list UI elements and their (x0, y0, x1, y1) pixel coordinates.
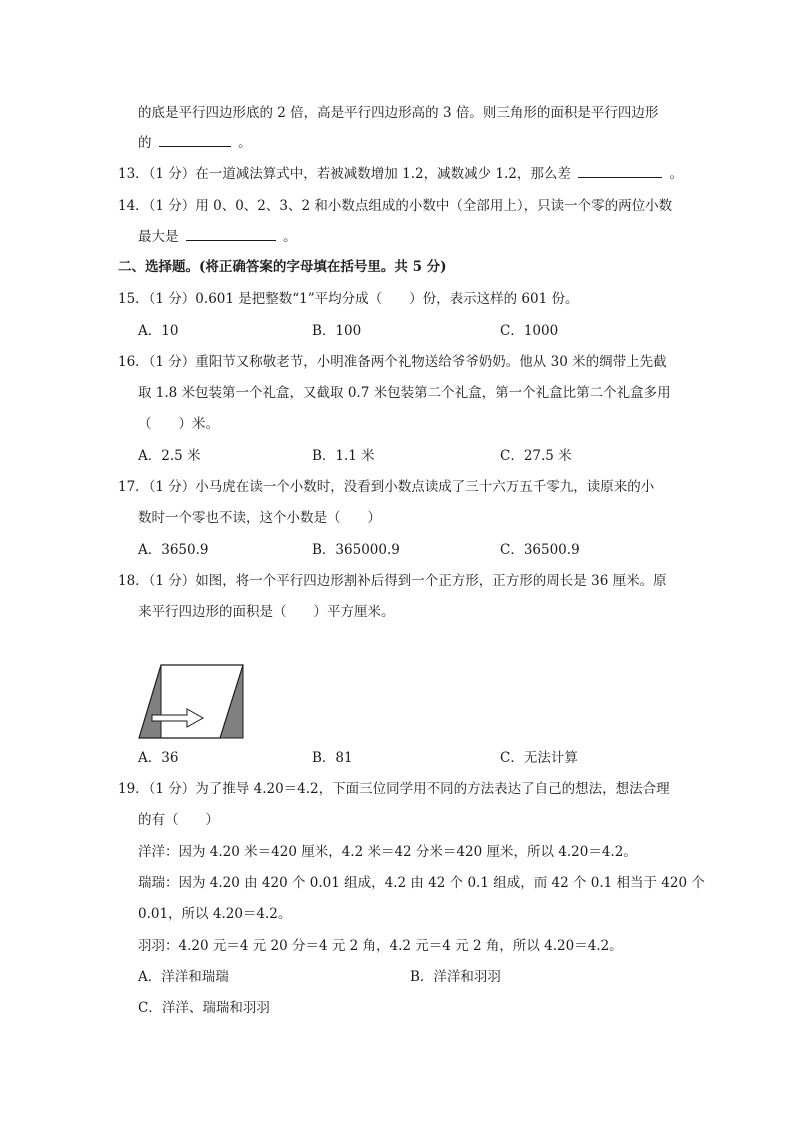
q15-option-b[interactable]: B．100 (312, 323, 362, 339)
q12-line1: 的底是平行四边形底的 2 倍，高是平行四边形高的 3 倍。则三角形的面积是平行四边形 (138, 105, 659, 121)
q18-line2: 来平行四边形的面积是（ ）平方厘米。 (138, 604, 395, 620)
q13-answer-blank[interactable] (578, 165, 662, 178)
q18-option-a[interactable]: A．36 (138, 750, 179, 766)
parallelogram-figure (138, 664, 246, 744)
q19-option-b[interactable]: B．洋洋和羽羽 (410, 969, 501, 985)
q16-line2: 取 1.8 米包装第一个礼盒，又截取 0.7 米包装第二个礼盒，第一个礼盒比第二个礼盒多用 (138, 385, 671, 401)
q19-statement-ruirui: 瑞瑞：因为 4.20 由 420 个 0.01 组成，4.2 由 42 个 0.1 组成，而 42 个 0.1 相当于 420 个 (138, 875, 705, 891)
q13-post: 。 (669, 166, 683, 182)
q12-line2-post: 。 (238, 135, 252, 151)
parallelogram-diagram (138, 664, 246, 740)
q14-line2 (138, 228, 297, 246)
q14-line1: 14．（1 分）用 0、0、2、3、2 和小数点组成的小数中（全部用上），只读一个零的两位小数 (118, 198, 673, 214)
q12-line2-pre: 的 (138, 135, 152, 151)
q13-text: 13．（1 分）在一道减法算式中，若被减数增加 1.2，减数减少 1.2，那么差 (118, 166, 571, 182)
q18-option-c[interactable]: C．无法计算 (500, 750, 578, 766)
q14-line2-pre: 最大是 (138, 229, 179, 245)
q16-option-c[interactable]: C．27.5 米 (500, 448, 572, 464)
q17-option-c[interactable]: C．36500.9 (500, 542, 580, 558)
q17-line1: 17．（1 分）小马虎在读一个小数时，没看到小数点读成了三十六万五千零九，读原来的小 (118, 479, 655, 495)
section-title: 二、选择题。(将正确答案的字母填在括号里。共 5 分) (118, 259, 447, 275)
q17-line2: 数时一个零也不读，这个小数是（ ） (138, 510, 381, 526)
q14-answer-blank[interactable] (186, 228, 276, 241)
q16-option-b[interactable]: B．1.1 米 (312, 448, 375, 464)
q19-option-a[interactable]: A．洋洋和瑞瑞 (138, 969, 229, 985)
q19-option-c[interactable]: C．洋洋、瑞瑞和羽羽 (138, 1000, 270, 1016)
q17-option-a[interactable]: A．3650.9 (138, 542, 209, 558)
q19-line2: 的有（ ） (138, 812, 219, 828)
q19-line1: 19．（1 分）为了推导 4.20＝4.2，下面三位同学用不同的方法表达了自己的想法，想法合理 (118, 781, 670, 797)
q17-option-b[interactable]: B．365000.9 (312, 542, 400, 558)
q16-line3: （ ）米。 (138, 416, 219, 432)
q19-statement-yuyu: 羽羽：4.20 元＝4 元 20 分＝4 元 2 角，4.2 元＝4 元 2 角，所以 4.20＝4.2。 (138, 938, 623, 954)
q19-statement-ruirui-cont: 0.01，所以 4.20＝4.2。 (138, 906, 292, 922)
q19-statement-yangyang: 洋洋：因为 4.20 米＝420 厘米，4.2 米＝42 分米＝420 厘米，所以 4.20＝4.2。 (138, 844, 637, 860)
q15-question: 15．（1 分）0.601 是把整数“1”平均分成（ ）份，表示这样的 601 份。 (118, 291, 579, 307)
q15-option-c[interactable]: C．1000 (500, 323, 559, 339)
q18-option-b[interactable]: B．81 (312, 750, 353, 766)
q16-line1: 16．（1 分）重阳节又称敬老节，小明准备两个礼物送给爷爷奶奶。他从 30 米的绸带上先截 (118, 354, 667, 370)
q13-line (118, 165, 683, 183)
q18-line1: 18．（1 分）如图，将一个平行四边形割补后得到一个正方形，正方形的周长是 36 厘米。原 (118, 573, 667, 589)
q15-option-a[interactable]: A．10 (138, 323, 179, 339)
q12-answer-blank[interactable] (159, 134, 231, 147)
q14-line2-post: 。 (283, 229, 297, 245)
q16-option-a[interactable]: A．2.5 米 (138, 448, 201, 464)
q12-line2 (138, 134, 252, 152)
